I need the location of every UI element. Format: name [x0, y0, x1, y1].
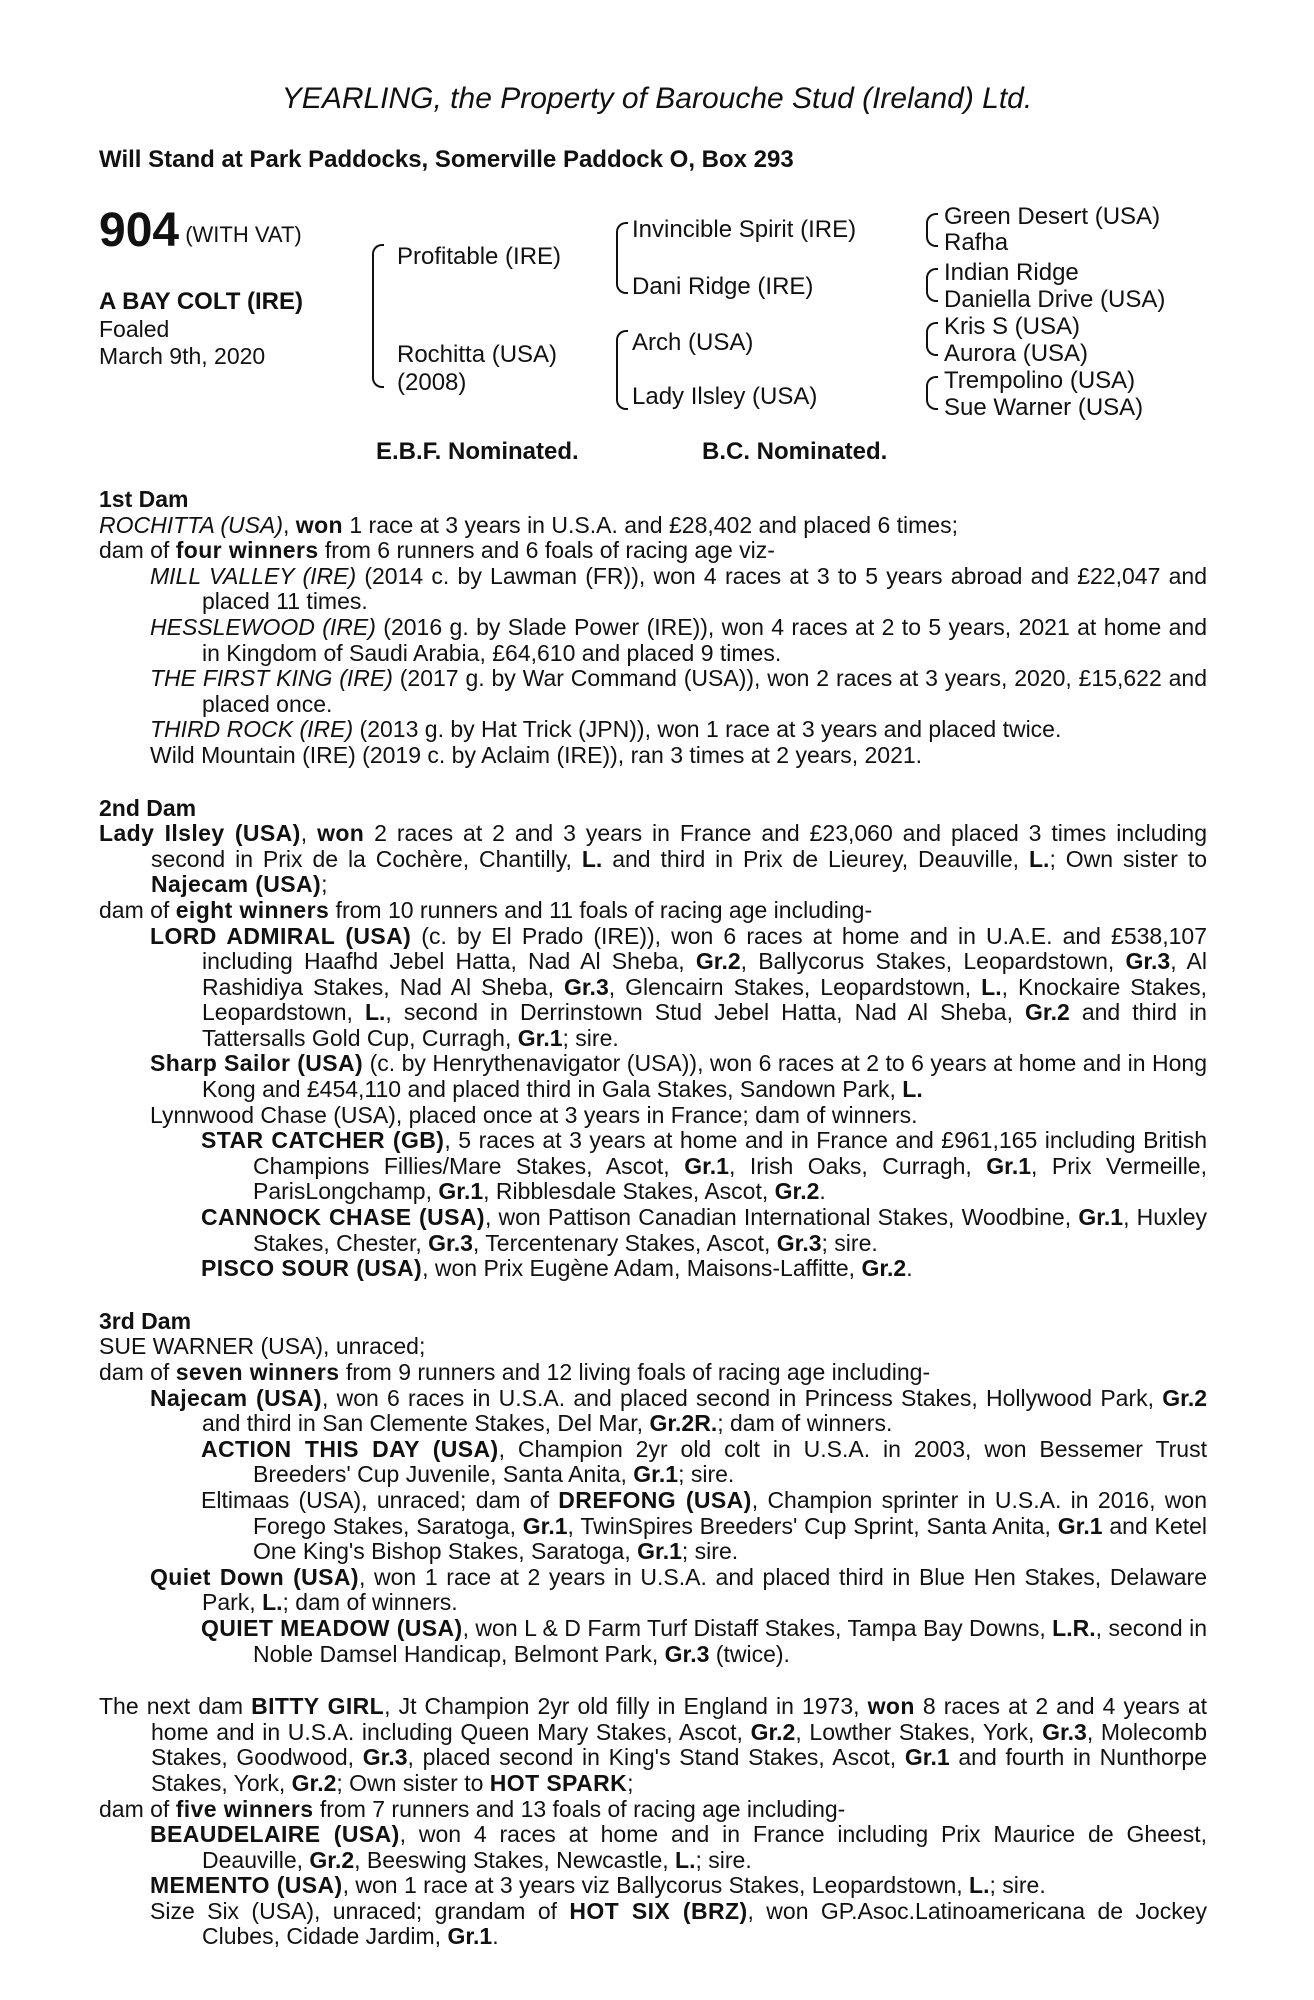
third-dam-produce: dam of seven winners from 9 runners and 12 living foals of racing age including-	[99, 1359, 931, 1385]
third-dam-record: SUE WARNER (USA), unraced;	[99, 1333, 426, 1360]
pedigree-g4: Daniella Drive (USA)	[944, 286, 1166, 313]
second-dam-produce: dam of eight winners from 10 runners and 11 foals of racing age including-	[99, 896, 873, 923]
page-title: YEARLING, the Property of Barouche Stud (Ireland) Ltd.	[281, 82, 1033, 115]
pedigree-g1: Green Desert (USA)	[944, 203, 1161, 230]
second-dam-heading: 2nd Dam	[99, 794, 197, 821]
foaled-info	[99, 316, 265, 370]
produce-item: Lynnwood Chase (USA), placed once at 3 years in France; dam of winners.	[150, 1101, 918, 1128]
produce-item: Eltimaas (USA), unraced; dam of DREFONG (USA), Champion sprinter in U.S.A. in 2016, won Forego Stakes, Saratoga, Gr.1, TwinSpires Breeders' Cup Sprint, Santa Anita, Gr.1 and Ketel One King's Bishop Stakes, Saratoga, Gr.1; sire.	[201, 1486, 1207, 1565]
produce-item: MILL VALLEY (IRE) (2014 c. by Lawman (FR)), won 4 races at 3 to 5 years abroad and £22,047 and placed 11 times.	[150, 562, 1207, 615]
foaled-label: Foaled	[99, 316, 170, 342]
produce-item: HESSLEWOOD (IRE) (2016 g. by Slade Power (IRE)), won 4 races at 2 to 5 years, 2021 at home and in Kingdom of Saudi Arabia, £64,610 and placed 9 times.	[150, 613, 1208, 666]
produce-item: THIRD ROCK (IRE) (2013 g. by Hat Trick (JPN)), won 1 race at 3 years and placed twice.	[150, 716, 1062, 743]
pedigree-brace-sire	[616, 222, 628, 294]
produce-item: Najecam (USA), won 6 races in U.S.A. and placed second in Princess Stakes, Hollywood Park, Gr.2 and third in San Clemente Stakes, Del Mar, Gr.2R.; dam of winners.	[150, 1384, 1208, 1437]
produce-item: ACTION THIS DAY (USA), Champion 2yr old colt in U.S.A. in 2003, won Bessemer Trust Breeders' Cup Juvenile, Santa Anita, Gr.1; sire.	[201, 1435, 1207, 1488]
foaled-date: March 9th, 2020	[99, 343, 266, 369]
produce-item: CANNOCK CHASE (USA), won Pattison Canadian International Stakes, Woodbine, Gr.1, Huxley Stakes, Chester, Gr.3, Tercentenary Stakes, Ascot, Gr.3; sire.	[201, 1204, 1207, 1256]
first-dam-heading: 1st Dam	[99, 486, 189, 512]
pedigree-sire-dam: Dani Ridge (IRE)	[632, 273, 814, 300]
produce-item: Size Six (USA), unraced; grandam of HOT SIX (BRZ), won GP.Asoc.Latinoamericana de Jockey Clubes, Cidade Jardim, Gr.1.	[150, 1897, 1207, 1950]
produce-item: Sharp Sailor (USA) (c. by Henrythenavigator (USA)), won 6 races at 2 to 6 years at home and in Hong Kong and £454,110 and placed third in Gala Stakes, Sandown Park, L.	[150, 1050, 1207, 1103]
pedigree-dam-dam: Lady Ilsley (USA)	[632, 383, 818, 410]
produce-item: Wild Mountain (IRE) (2019 c. by Aclaim (IRE)), ran 3 times at 2 years, 2021.	[150, 741, 923, 768]
lot-number-value: 904	[99, 204, 180, 257]
produce-item: STAR CATCHER (GB), 5 races at 3 years at home and in France and £961,165 including British Champions Fillies/Mare Stakes, Ascot, Gr.1, Irish Oaks, Curragh, Gr.1, Prix Vermeille, ParisLongchamp, Gr.1, Ribblesdale Stakes, Ascot, Gr.2.	[201, 1127, 1207, 1205]
pedigree-g5: Kris S (USA)	[944, 313, 1081, 340]
pedigree-brace-g34	[926, 268, 938, 302]
pedigree-g7: Trempolino (USA)	[944, 367, 1136, 394]
pedigree-g2: Rafha	[944, 229, 1009, 256]
pedigree-brace-g12	[926, 213, 938, 247]
pedigree-brace-g78	[926, 376, 938, 410]
catalogue-body	[99, 487, 1207, 1950]
pedigree-brace-dam	[616, 330, 628, 410]
pedigree-sire-sire: Invincible Spirit (IRE)	[632, 216, 857, 243]
next-dam-record: The next dam BITTY GIRL, Jt Champion 2yr old filly in England in 1973, won 8 races at 2 and 4 years at home and in U.S.A. including Queen Mary Stakes, Ascot, Gr.2, Lowther Stakes, York, Gr.3, Molecomb Stakes, Goodwood, Gr.3, placed second in King's Stand Stakes, Ascot, Gr.1 and fourth in Nunthorpe Stakes, York, Gr.2; Own sister to HOT SPARK;	[99, 1693, 1208, 1796]
vat-label: (WITH VAT)	[185, 222, 302, 247]
next-dam-produce: dam of five winners from 7 runners and 13 foals of racing age including-	[99, 1795, 846, 1822]
produce-item: QUIET MEADOW (USA), won L & D Farm Turf Distaff Stakes, Tampa Bay Downs, L.R., second in Noble Damsel Handicap, Belmont Park, Gr.3 (twice).	[201, 1614, 1207, 1667]
pedigree-sire: Profitable (IRE)	[397, 243, 562, 270]
ebf-nominated: E.B.F. Nominated.	[376, 438, 579, 465]
pedigree-g6: Aurora (USA)	[944, 340, 1089, 367]
lot-number	[99, 203, 302, 258]
produce-item: THE FIRST KING (IRE) (2017 g. by War Command (USA)), won 2 races at 3 years, 2020, £15,622 and placed once.	[150, 665, 1207, 717]
first-dam-produce: dam of four winners from 6 runners and 6 foals of racing age viz-	[99, 537, 775, 564]
pedigree-dam-year: (2008)	[397, 369, 467, 396]
bc-nominated: B.C. Nominated.	[702, 438, 888, 465]
produce-item: PISCO SOUR (USA), won Prix Eugène Adam, Maisons-Laffitte, Gr.2.	[201, 1255, 913, 1282]
produce-item: LORD ADMIRAL (USA) (c. by El Prado (IRE)), won 6 races at home and in U.A.E. and £538,107 including Haafhd Jebel Hatta, Nad Al Sheba, Gr.2, Ballycorus Stakes, Leopardstown, Gr.3, Al Rashidiya Stakes, Nad Al Sheba, Gr.3, Glencairn Stakes, Leopardstown, L., Knockaire Stakes, Leopardstown, L., second in Derrinstown Stud Jebel Hatta, Nad Al Sheba, Gr.2 and third in Tattersalls Gold Cup, Curragh, Gr.1; sire.	[150, 922, 1207, 1051]
stand-location: Will Stand at Park Paddocks, Somerville Paddock O, Box 293	[99, 146, 794, 173]
pedigree-dam: Rochitta (USA)	[397, 341, 558, 368]
third-dam-heading: 3rd Dam	[99, 1307, 192, 1334]
pedigree-dam-sire: Arch (USA)	[632, 329, 754, 356]
pedigree-g3: Indian Ridge	[944, 259, 1079, 286]
second-dam-record: Lady Ilsley (USA), won 2 races at 2 and 3 years in France and £23,060 and placed 3 times including second in Prix de la Cochère, Chantilly, L. and third in Prix de Lieurey, Deauville, L.; Own sister to Najecam (USA);	[99, 820, 1208, 898]
produce-item: Quiet Down (USA), won 1 race at 2 years in U.S.A. and placed third in Blue Hen Stakes, Delaware Park, L.; dam of winners.	[150, 1563, 1207, 1616]
pedigree-brace-g56	[926, 322, 938, 356]
pedigree-brace-main	[372, 244, 384, 388]
produce-item: MEMENTO (USA), won 1 race at 3 years viz Ballycorus Stakes, Leopardstown, L.; sire.	[150, 1872, 1046, 1899]
pedigree-g8: Sue Warner (USA)	[944, 394, 1144, 421]
produce-item: BEAUDELAIRE (USA), won 4 races at home and in France including Prix Maurice de Gheest, Deauville, Gr.2, Beeswing Stakes, Newcastle, L.; sire.	[150, 1821, 1207, 1873]
first-dam-record: ROCHITTA (USA), won 1 race at 3 years in U.S.A. and £28,402 and placed 6 times;	[99, 511, 958, 538]
horse-description: A BAY COLT (IRE)	[99, 288, 304, 315]
